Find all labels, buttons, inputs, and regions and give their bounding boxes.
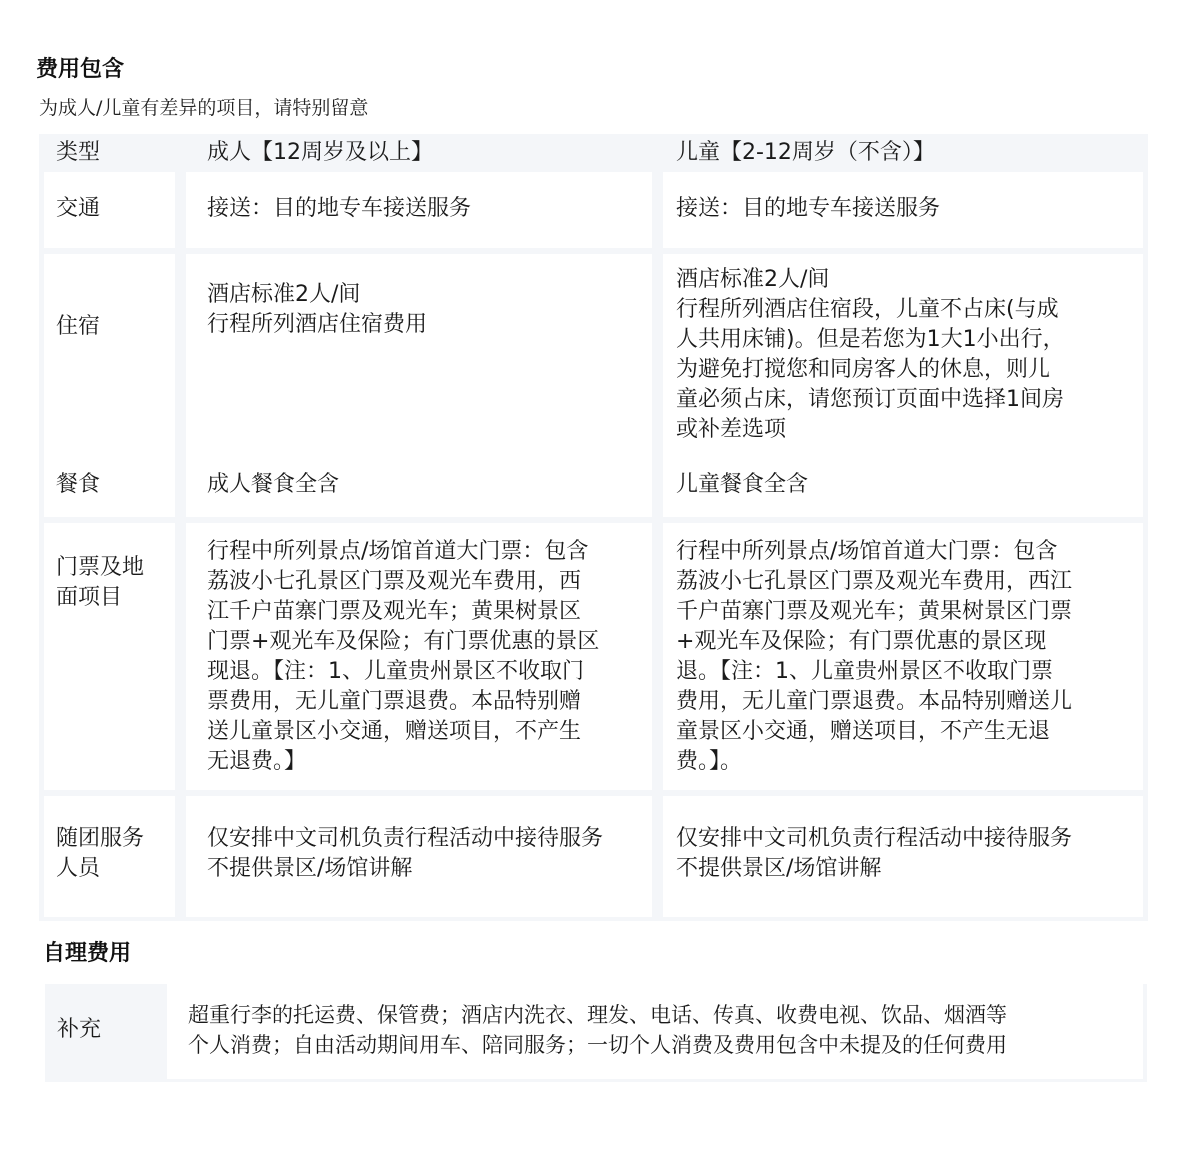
row-lodging-child-cell — [663, 254, 1143, 517]
row-tickets-adult: 行程中所列景点/场馆首道大门票：包含 荔波小七孔景区门票及观光车费用，西 江千户苗寨门票及观光车；黄果树景区 门票+观光车及保险；有门票优惠的景区 现退。【注：1、儿童贵州景区不收取门 票费用，无儿童门票退费。本品特别赠 送儿童景区小交通，赠送项目，不产生 无退费。】 — [207, 539, 600, 774]
header-adult: 成人【12周岁及以上】 — [207, 140, 433, 165]
header-child: 儿童【2-12周岁（不含）】 — [676, 140, 935, 165]
self-pay-section-title: 自理费用 — [43, 941, 132, 966]
row-lodging-type: 住宿 — [56, 314, 101, 339]
row-meal-type: 餐食 — [56, 472, 101, 497]
self-pay-content-cell — [167, 984, 1143, 1079]
fee-section-subtitle: 为成人/儿童有差异的项目，请特别留意 — [39, 97, 369, 119]
row-staff-type: 随团服务 人员 — [56, 826, 145, 881]
self-pay-table — [45, 984, 1147, 1082]
row-staff-child: 仅安排中文司机负责行程活动中接待服务 不提供景区/场馆讲解 — [676, 826, 1073, 881]
fee-section-title: 费用包含 — [36, 57, 125, 82]
row-staff-adult: 仅安排中文司机负责行程活动中接待服务 不提供景区/场馆讲解 — [207, 826, 604, 881]
row-staff-type-cell — [44, 796, 175, 917]
row-meal-adult: 成人餐食全含 — [207, 472, 340, 497]
self-pay-label: 补充 — [57, 1017, 102, 1042]
row-lodging-type-cell — [44, 254, 175, 517]
row-lodging-child: 酒店标准2人/间 行程所列酒店住宿段，儿童不占床(与成 人共用床铺)。但是若您为1大1小出行， 为避免打搅您和同房客人的休息，则儿 童必须占床，请您预订页面中选择1间房 或补差选项 — [676, 267, 1065, 442]
row-transport-type: 交通 — [56, 196, 101, 221]
row-tickets-adult-cell — [186, 523, 652, 790]
row-lodging-adult-cell — [186, 254, 652, 517]
header-type: 类型 — [56, 140, 101, 165]
row-transport-child-cell — [663, 172, 1143, 248]
row-staff-child-cell — [663, 796, 1143, 917]
self-pay-content: 超重行李的托运费、保管费；酒店内洗衣、理发、电话、传真、收费电视、饮品、烟酒等 个人消费；自由活动期间用车、陪同服务；一切个人消费及费用包含中未提及的任何费用 — [188, 1003, 1007, 1057]
row-transport-child: 接送：目的地专车接送服务 — [676, 196, 941, 221]
row-tickets-child: 行程中所列景点/场馆首道大门票：包含 荔波小七孔景区门票及观光车费用，西江 千户苗寨门票及观光车；黄果树景区门票 +观光车及保险；有门票优惠的景区现 退。【注：1、儿童贵州景区不收取门票 费用，无儿童门票退费。本品特别赠送儿 童景区小交通，赠送项目，不产生无退 费。】。 — [676, 539, 1073, 774]
row-transport-adult: 接送：目的地专车接送服务 — [207, 196, 472, 221]
row-tickets-type-cell — [44, 523, 175, 790]
fee-table — [39, 134, 1148, 921]
row-tickets-type: 门票及地 面项目 — [56, 555, 145, 610]
row-meal-child: 儿童餐食全含 — [676, 472, 809, 497]
row-transport-adult-cell — [186, 172, 652, 248]
row-lodging-adult: 酒店标准2人/间 行程所列酒店住宿费用 — [207, 282, 428, 337]
row-staff-adult-cell — [186, 796, 652, 917]
row-transport-type-cell — [44, 172, 175, 248]
row-tickets-child-cell — [663, 523, 1143, 790]
